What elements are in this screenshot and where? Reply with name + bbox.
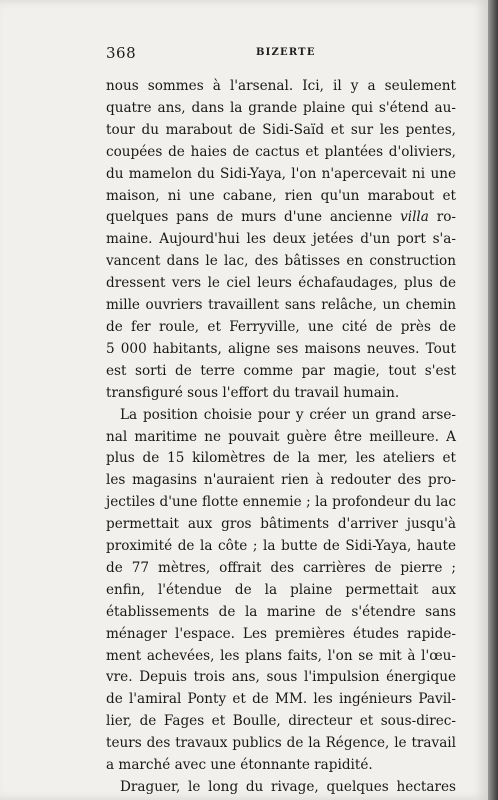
text-line: proximité de la côte ; la butte de Sidi-Yaya, haute: [106, 538, 456, 555]
running-head: BIZERTE: [256, 47, 316, 58]
text-line: du mamelon du Sidi-Yaya, l'on n'apercevait ni une: [106, 165, 456, 182]
body-text: [106, 76, 456, 799]
page-number: 368: [106, 44, 137, 62]
text-line: plus de 15 kilomètres de la mer, les ateliers et: [106, 450, 456, 467]
text-line: vre. Depuis trois ans, sous l'impulsion énergique: [106, 669, 456, 686]
text-line: dressent vers le ciel leurs échafaudages, plus de: [106, 275, 456, 292]
text-line: a marché avec une étonnante rapidité.: [106, 757, 373, 774]
text-line: teurs des travaux publics de la Régence, le travail: [106, 735, 456, 752]
text-line: établissements de la marine de s'étendre sans: [106, 603, 456, 620]
text-line: de fer roule, et Ferryville, une cité de près de: [106, 318, 456, 335]
text-line: tour du marabout de Sidi-Saïd et sur les pentes,: [106, 121, 456, 138]
text-line: La position choisie pour y créer un grand arse-: [120, 406, 456, 423]
text-line: lier, de Fages et Boulle, directeur et sous-direc-: [106, 713, 456, 730]
text-line: quatre ans, dans la grande plaine qui s'étend au-: [106, 99, 456, 116]
text-line: enfin, l'étendue de la plaine permettait aux: [106, 581, 456, 598]
text-line: 5 000 habitants, aligne ses maisons neuves. Tout: [106, 340, 456, 357]
italic-word: villa: [400, 209, 429, 226]
text-line: est sorti de terre comme par magie, tout s'est: [106, 362, 456, 379]
text-line: nal maritime ne pouvait guère être meilleure. A: [106, 428, 456, 445]
text-line: maison, ni une cabane, rien qu'un marabout et: [106, 187, 456, 204]
text-line: mille ouvriers travaillent sans relâche, un chemin: [106, 297, 456, 314]
text-line: quelques pans de murs d'une ancienne villa ro-: [106, 209, 456, 226]
book-gutter: [488, 0, 498, 800]
text-line: transfiguré sous l'effort du travail humain.: [106, 384, 400, 401]
text-line: coupées de haies de cactus et plantées d'oliviers,: [106, 143, 456, 160]
text-line: de l'amiral Ponty et de MM. les ingénieurs Pavil-: [106, 691, 456, 708]
text-line: maine. Aujourd'hui les deux jetées d'un port s'a-: [106, 231, 456, 248]
page-header: [106, 44, 456, 64]
text-line: nous sommes à l'arsenal. Ici, il y a seulement: [106, 78, 456, 94]
text-line: de 77 mètres, offrait des carrières de pierre ;: [106, 559, 456, 576]
text-line: ménager l'espace. Les premières études rapide-: [106, 625, 456, 642]
text-line: les magasins n'auraient rien à redouter des pro-: [106, 472, 456, 489]
text-line: permettait aux gros bâtiments d'arriver jusqu'à: [106, 516, 456, 533]
text-line: ment achevées, les plans faits, l'on se mit à l'œu-: [106, 647, 456, 664]
text-line: jectiles d'une flotte ennemie ; la profondeur du lac: [106, 494, 456, 511]
text-line: vancent dans le lac, des bâtisses en construction: [106, 253, 456, 270]
text-line: Draguer, le long du rivage, quelques hectares: [120, 779, 456, 795]
